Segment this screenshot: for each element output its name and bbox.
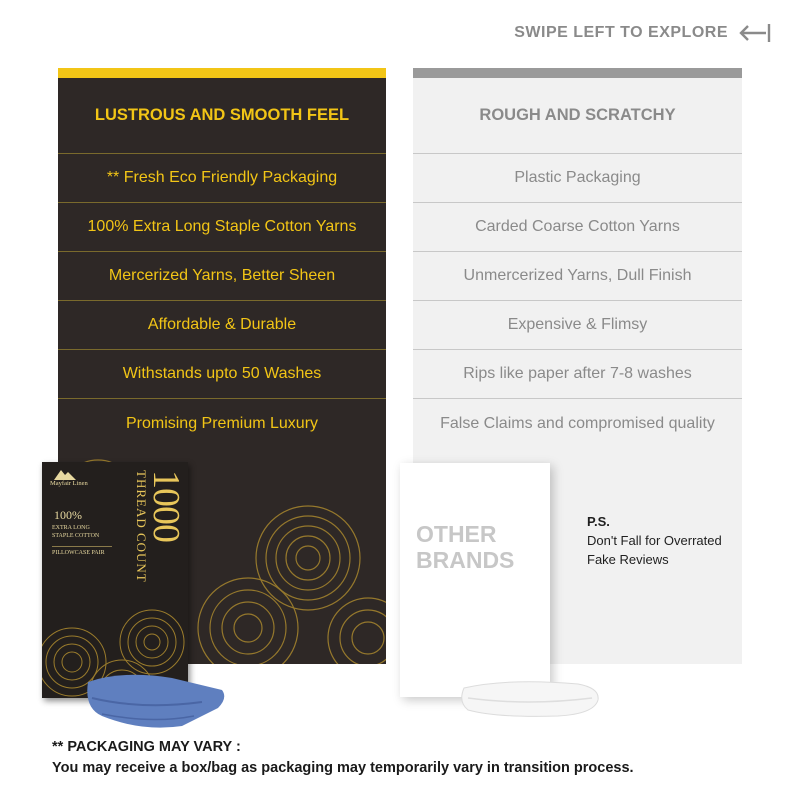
other-brands-label bbox=[416, 521, 514, 573]
box-material: EXTRA LONG STAPLE COTTON bbox=[52, 525, 100, 539]
other-feature: Expensive & Flimsy bbox=[413, 301, 742, 350]
other-feature: Plastic Packaging bbox=[413, 154, 742, 203]
ps-text: Don't Fall for Overrated Fake Reviews bbox=[587, 533, 722, 567]
product-box bbox=[42, 462, 188, 698]
accent-bar bbox=[58, 68, 386, 78]
other-heading: ROUGH AND SCRATCHY bbox=[413, 78, 742, 154]
count-number: 1000 bbox=[145, 470, 187, 542]
our-feature: Withstands upto 50 Washes bbox=[58, 350, 386, 399]
other-brands-box bbox=[400, 463, 550, 697]
box-percent: 100% bbox=[54, 508, 82, 522]
blue-pillowcase-image bbox=[82, 668, 228, 734]
our-feature: 100% Extra Long Staple Cotton Yarns bbox=[58, 203, 386, 252]
our-feature: ** Fresh Eco Friendly Packaging bbox=[58, 154, 386, 203]
packaging-note-title: ** PACKAGING MAY VARY : bbox=[52, 739, 241, 755]
box-type: PILLOWCASE PAIR bbox=[52, 546, 112, 557]
our-feature: Mercerized Yarns, Better Sheen bbox=[58, 252, 386, 301]
box-brand: Mayfair Linen bbox=[50, 480, 88, 487]
swipe-label: SWIPE LEFT TO EXPLORE bbox=[514, 24, 728, 41]
grey-bar bbox=[413, 68, 742, 78]
count-label: THREAD COUNT bbox=[134, 470, 149, 583]
our-feature: Affordable & Durable bbox=[58, 301, 386, 350]
swipe-hint bbox=[514, 22, 772, 44]
packaging-note-text: You may receive a box/bag as packaging may temporarily vary in transition process. bbox=[52, 760, 634, 776]
packaging-note bbox=[52, 737, 772, 779]
ps-title: P.S. bbox=[587, 514, 610, 529]
other-label-line2: BRANDS bbox=[416, 547, 515, 573]
our-feature: Promising Premium Luxury bbox=[125, 414, 319, 432]
mountain-logo-icon bbox=[54, 468, 76, 480]
our-heading: LUSTROUS AND SMOOTH FEEL bbox=[58, 78, 386, 154]
other-feature: False Claims and compromised quality bbox=[440, 414, 715, 432]
ps-note bbox=[587, 512, 737, 569]
white-pillowcase-image bbox=[458, 676, 604, 720]
other-feature: Carded Coarse Cotton Yarns bbox=[413, 203, 742, 252]
other-feature: Unmercerized Yarns, Dull Finish bbox=[413, 252, 742, 301]
arrow-left-icon bbox=[738, 22, 772, 44]
other-feature: Rips like paper after 7-8 washes bbox=[413, 350, 742, 399]
other-label-line1: OTHER bbox=[416, 521, 497, 547]
